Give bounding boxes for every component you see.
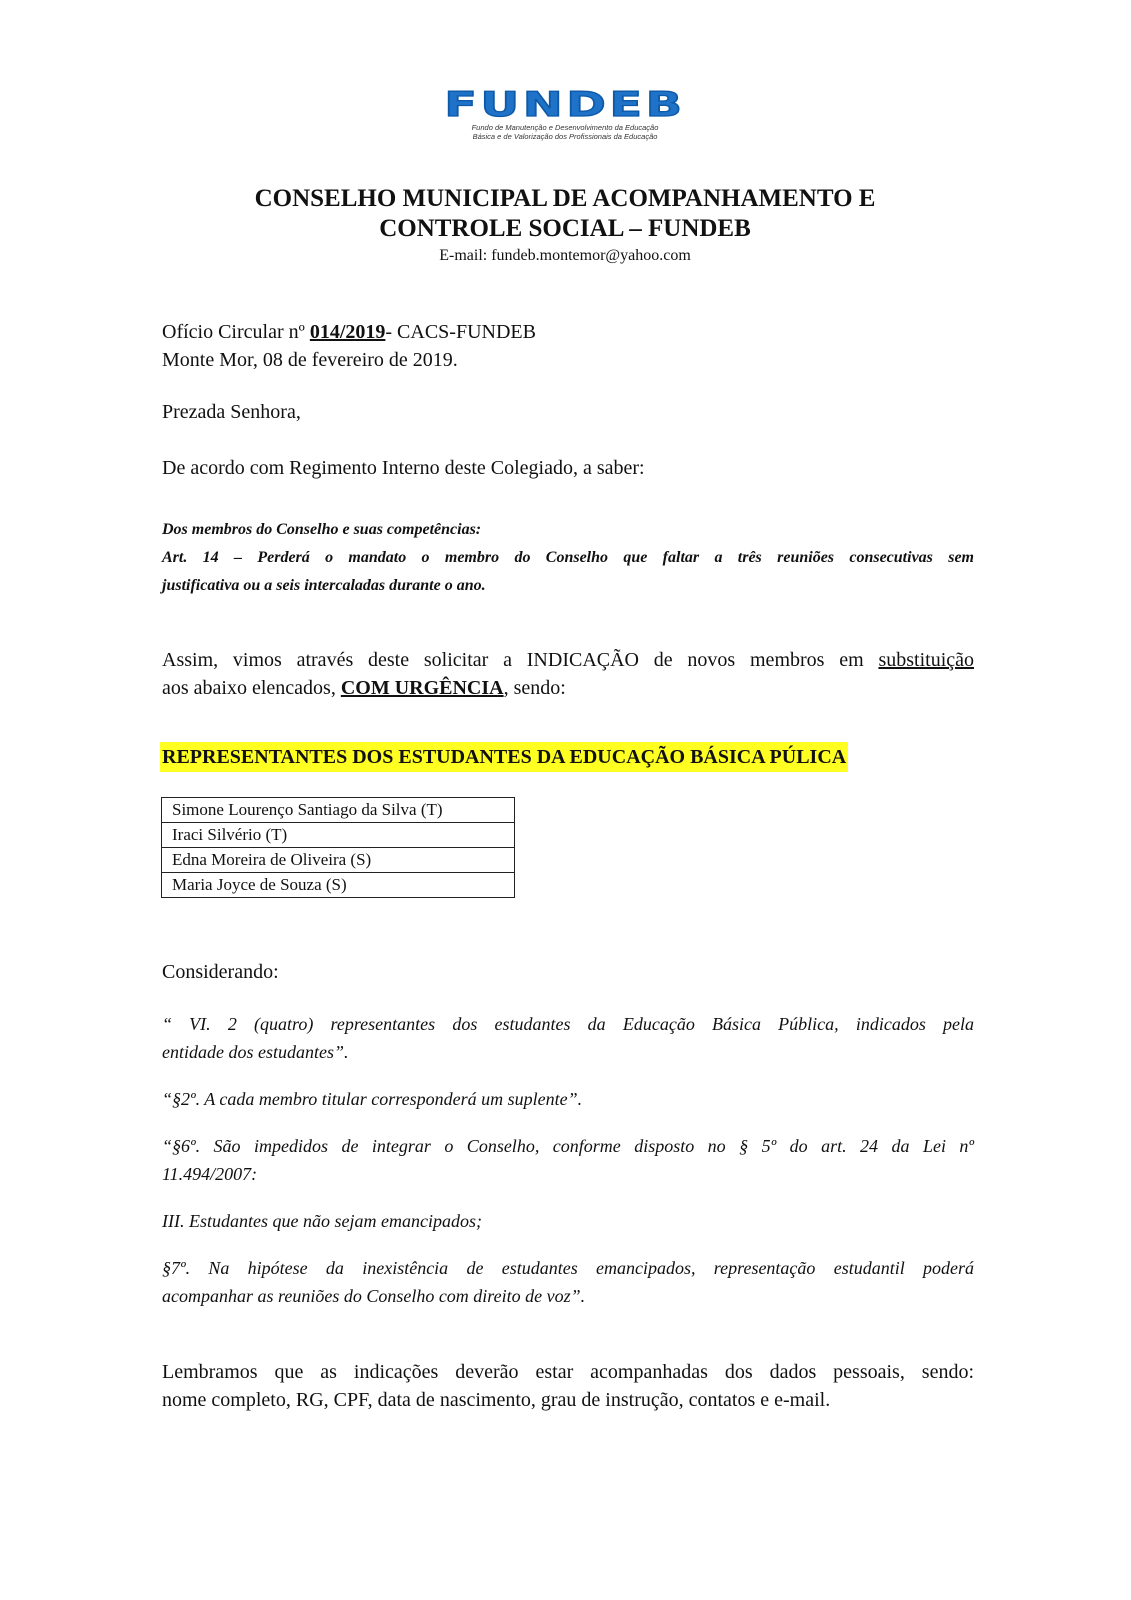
request-line1 (162, 646, 974, 674)
member-name: Simone Lourenço Santiago da Silva (T) (162, 798, 515, 823)
quote1-line1: “ VI. 2 (quatro) representantes dos estudantes da Educação Básica Pública, indicados pela (162, 1014, 974, 1034)
quote3-line1: “§6º. São impedidos de integrar o Conselho, conforme disposto no § 5º do art. 24 da Lei nº (162, 1136, 974, 1156)
reference-date: Monte Mor, 08 de fevereiro de 2019. (162, 349, 458, 371)
quote5-line2: acompanhar as reuniões do Conselho com direito de voz”. (162, 1286, 586, 1306)
considering-label: Considerando: (162, 961, 279, 983)
logo-subtitle-line1: Fundo de Manutenção e Desenvolvimento da Educação (471, 123, 659, 132)
request-line2 (162, 674, 974, 702)
request-text-2: aos abaixo elencados, (162, 677, 341, 699)
regiment-heading: Dos membros do Conselho e suas competências: (162, 521, 482, 538)
member-name: Edna Moreira de Oliveira (S) (162, 848, 515, 873)
urgency-emphasis: COM URGÊNCIA (340, 677, 504, 699)
members-table (161, 797, 515, 898)
table-row (162, 873, 515, 898)
reference-line (162, 318, 974, 346)
regiment-article-line1: Art. 14 – Perderá o mandato o membro do Conselho que faltar a três reuniões consecutivas sem (162, 549, 974, 566)
table-row (162, 848, 515, 873)
quote2: “§2º. A cada membro titular corresponderá um suplente”. (162, 1089, 583, 1109)
regiment-article-line2: justificativa ou a seis intercaladas durante o ano. (162, 577, 486, 594)
quote3-line2: 11.494/2007: (162, 1164, 258, 1184)
intro-paragraph: De acordo com Regimento Interno deste Colegiado, a saber: (162, 457, 645, 479)
request-text: Assim, vimos através deste solicitar a INDICAÇÃO de novos membros em (162, 649, 879, 671)
request-end: , sendo: (503, 677, 566, 699)
closing-line2: nome completo, RG, CPF, data de nascimento, grau de instrução, contatos e e-mail. (162, 1389, 831, 1411)
quote1-line2: entidade dos estudantes”. (162, 1042, 349, 1062)
table-row (162, 798, 515, 823)
quote5-line1: §7º. Na hipótese da inexistência de estudantes emancipados, representação estudantil poderá (162, 1258, 974, 1278)
logo-wordmark: FUNDEB (444, 84, 686, 124)
contact-email: E-mail: fundeb.montemor@yahoo.com (439, 247, 691, 264)
member-name: Maria Joyce de Souza (S) (162, 873, 515, 898)
logo-subtitle-line2: Básica e de Valorização dos Profissionais da Educação (472, 132, 658, 141)
table-row (162, 823, 515, 848)
quote4: III. Estudantes que não sejam emancipados; (162, 1211, 482, 1231)
member-name: Iraci Silvério (T) (162, 823, 515, 848)
reference-number: 014/2019 (309, 321, 386, 343)
closing-line1: Lembramos que as indicações deverão estar acompanhadas dos dados pessoais, sendo: (162, 1361, 974, 1383)
document-title-line2: CONTROLE SOCIAL – FUNDEB (379, 215, 751, 242)
reference-suffix: - CACS-FUNDEB (385, 321, 536, 343)
reference-prefix: Ofício Circular nº (162, 321, 310, 343)
fundeb-logo (425, 84, 705, 144)
request-underlined-word: substituição (878, 649, 974, 671)
section-heading-highlighted: REPRESENTANTES DOS ESTUDANTES DA EDUCAÇÃO BÁSICA PÚLICA (160, 742, 848, 772)
salutation: Prezada Senhora, (162, 401, 301, 423)
document-title-line1: CONSELHO MUNICIPAL DE ACOMPANHAMENTO E (254, 185, 876, 212)
